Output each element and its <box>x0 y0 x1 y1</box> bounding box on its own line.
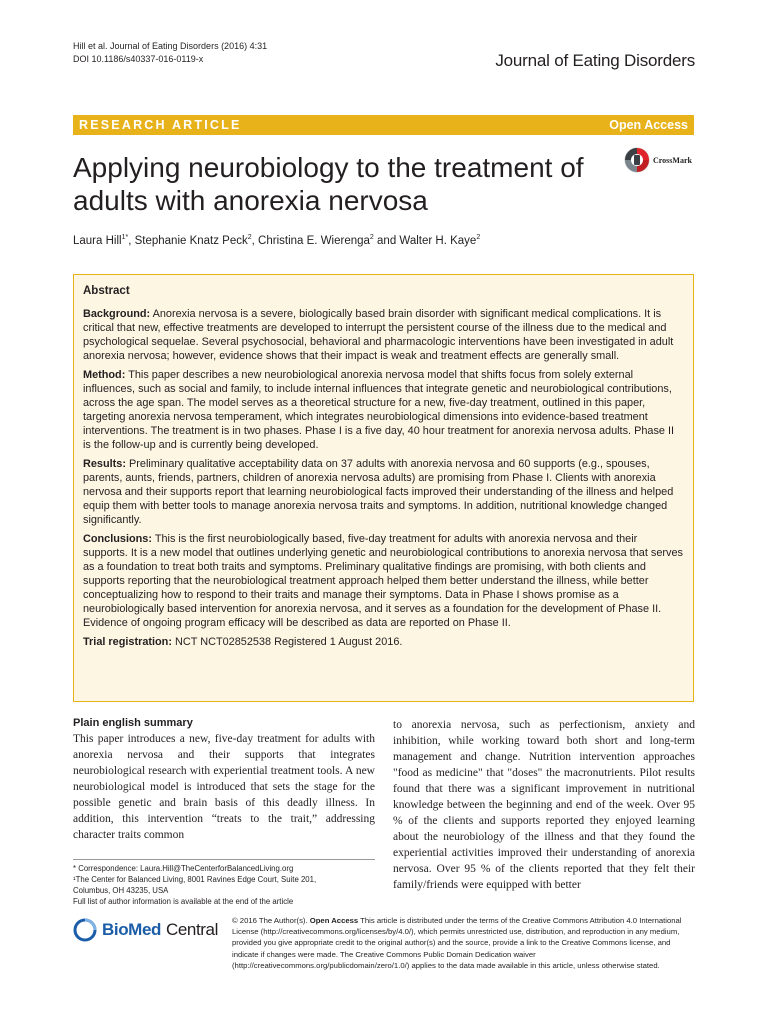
publisher-logo-regular: Central <box>165 920 218 939</box>
author-affiliation-sup: 2 <box>369 234 374 241</box>
background-label: Background: <box>83 308 151 320</box>
abstract-background <box>83 307 684 363</box>
summary-paragraph-right: to anorexia nervosa, such as perfectionism, anxiety and inhibition, while working toward both short and long-term management and change. Nutrition intervention approaches "food as medicine" that "doses" the macronutrients. Pilot results found that there was a significant improvement in nutritional knowledge between the beginning and end of the week. Over 95 % of the clients and supports reported they enjoyed learning about the neurobiology of the illness and that they found the experiential activities improved their understanding of anorexia nervosa. Over 95 % of the clients reported that they felt their family/friends were equipped with better <box>393 719 695 891</box>
author-name[interactable]: and Walter H. Kaye <box>373 234 477 247</box>
publisher-logo <box>73 918 218 942</box>
trial-label: Trial registration: <box>83 636 172 648</box>
results-text: Preliminary qualitative acceptability data on 37 adults with anorexia nervosa and 60 supports (e.g., spouses, parents, aunts, friends, partners, children of anorexia nervosa adults) are promising from Phase I. Clients with anorexia nervosa and their supports report that learning neurobiological facts improved their understanding of the illness and helped equip them with better tools to manage anorexia nervosa traits and symptoms. In addition, nutritional knowledge changed significantly. <box>83 458 674 526</box>
license-text <box>232 915 694 971</box>
author-affiliation-sup: 2 <box>247 234 252 241</box>
footnotes <box>73 859 375 907</box>
trial-text: NCT NCT02852538 Registered 1 August 2016. <box>175 636 403 648</box>
doi-line[interactable]: DOI 10.1186/s40337-016-0119-x <box>73 54 204 64</box>
abstract-heading: Abstract <box>83 285 130 297</box>
section-heading: Plain english summary <box>73 717 193 729</box>
license-body: This article is distributed under the terms of the Creative Commons Attribution 4.0 International License (http://creativecommons.org/licenses/by/4.0/), which permits unrestricted use, distribution, and reproduction in any medium, provided you give appropriate credit to the original author(s) and the source, provide a link to the Creative Commons license, and indicate if changes were made. The Creative Commons Public Domain Dedication waiver (http://creativecommons.org/publicdomain/zero/1.0/) applies to the data made available in this article, unless otherwise stated. <box>232 916 682 970</box>
left-column <box>73 717 375 843</box>
author-affiliation-sup: 1* <box>121 234 129 241</box>
right-column <box>393 717 695 893</box>
abstract-method <box>83 368 684 452</box>
crossmark-badge[interactable] <box>624 147 692 173</box>
citation <box>73 40 267 66</box>
open-access-label: Open Access <box>609 118 688 132</box>
open-access-label: Open Access <box>309 916 359 925</box>
conclusions-text: This is the first neurobiologically based, five-day treatment for adults with anorexia nervosa and their supports. It is a new model that outlines underlying genetic and neurobiological contributions to anorexia nervosa that serves as a foundation to treat both traits and symptoms. Preliminary qualitative findings are promising, with both clients and supports reporting that the neurobiological treatment approach helped them better understand the illness, while better conceptualizing how to respond to their traits and manage their symptoms. Data in Phase I shows promise as a neurobiologically based intervention for anorexia nervosa, and it serves as a foundation for the development of Phase II. Evidence of ongoing program efficacy will be described as data are reported on Phase II. <box>83 533 683 629</box>
citation-line: Hill et al. Journal of Eating Disorders (2016) 4:31 <box>73 41 268 51</box>
biomed-central-logo-icon <box>73 918 97 942</box>
correspondence-note[interactable]: * Correspondence: Laura.Hill@TheCenterforBalancedLiving.org <box>73 864 294 873</box>
method-text: This paper describes a new neurobiological anorexia nervosa model that shifts focus from solely external influences, such as social and family, to include internal influences that integrate genetic and neurobiological contributions, across the age span. The model serves as a theoretical structure for a new, five-day treatment, outlined in this paper, targeting anorexia nervosa temperament, which integrates neurobiological dimensions into evidence-based treatment interventions. The treatment is in two phases. Phase I is a five day, 40 hour treatment for anorexia nervosa adults. Phase II is the follow-up and is currently being developed. <box>83 369 675 451</box>
method-label: Method: <box>83 369 126 381</box>
copyright-prefix: © 2016 The Author(s). <box>232 916 310 925</box>
publisher-logo-bold: BioMed <box>102 920 161 939</box>
author-info-note: Full list of author information is available at the end of the article <box>73 897 294 906</box>
background-text: Anorexia nervosa is a severe, biologically based brain disorder with significant medical complications. It is critical that new, effective treatments are developed to interrupt the persistent course of the illness due to the medical and psychological sequelae. Several psychosocial, behavioral and pharmacologic interventions have been investigated in adult anorexia nervosa; however, evidence shows that their impact is weak and treatment effects are generally small. <box>83 308 674 362</box>
article-type-label: RESEARCH ARTICLE <box>79 118 242 132</box>
author-name[interactable]: , Christina E. Wierenga <box>251 234 370 247</box>
crossmark-label: CrossMark <box>653 155 692 165</box>
article-type-banner <box>73 115 694 135</box>
author-affiliation-sup: 2 <box>476 234 481 241</box>
abstract-conclusions <box>83 532 684 630</box>
article-title: Applying neurobiology to the treatment of adults with anorexia nervosa <box>73 152 584 216</box>
summary-paragraph-left: This paper introduces a new, five-day treatment for adults with anorexia nervosa and their supports that integrates neurobiological research with experiential treatment tools. A new neurobiological model is introduced that sets the stage for the possible genetic and brain basis of this deadly illness. In addition, this intervention “treats to the trait,” addressing character traits common <box>73 733 375 841</box>
affiliation-line: Columbus, OH 43235, USA <box>73 886 169 895</box>
abstract-trial-registration <box>83 635 684 649</box>
abstract-results <box>83 457 684 527</box>
abstract-box <box>73 274 694 702</box>
author-list <box>73 234 480 247</box>
journal-name: Journal of Eating Disorders <box>495 51 695 70</box>
results-label: Results: <box>83 458 126 470</box>
crossmark-icon <box>624 147 650 173</box>
author-name[interactable]: , Stephanie Knatz Peck <box>128 234 248 247</box>
conclusions-label: Conclusions: <box>83 533 152 545</box>
affiliation-line: ¹The Center for Balanced Living, 8001 Ravines Edge Court, Suite 201, <box>73 875 317 884</box>
author-name[interactable]: Laura Hill <box>73 234 122 247</box>
